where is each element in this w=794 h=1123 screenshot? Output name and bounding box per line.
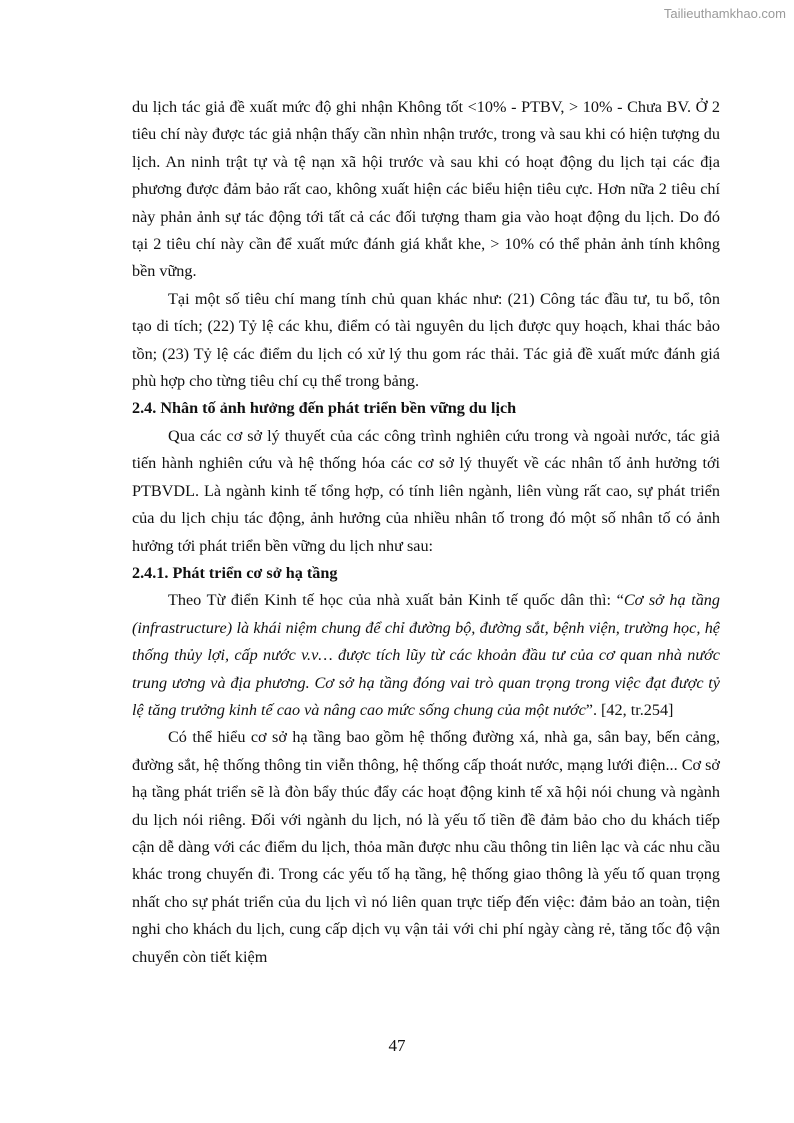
section-heading-2-4-1: 2.4.1. Phát triển cơ sở hạ tầng bbox=[132, 563, 338, 582]
paragraph-2: Tại một số tiêu chí mang tính chủ quan khác như: (21) Công tác đầu tư, tu bổ, tôn tạo di tích; (22) Tỷ lệ các khu, điểm có tài nguyên du lịch được quy hoạch, khai thác bảo tồn; (23) Tỷ lệ các điểm du lịch có xử lý thu gom rác thải. Tác giả đề xuất mức đánh giá phù hợp cho từng tiêu chí cụ thể trong bảng. bbox=[132, 289, 720, 391]
page-body bbox=[132, 94, 720, 971]
paragraph-4 bbox=[132, 587, 720, 724]
quote-citation: ”. [42, tr.254] bbox=[585, 700, 674, 719]
watermark: Tailieuthamkhao.com bbox=[663, 6, 786, 21]
page-number: 47 bbox=[388, 1036, 406, 1055]
section-heading-2-4: 2.4. Nhân tố ảnh hưởng đến phát triển bền vững du lịch bbox=[132, 399, 517, 418]
quote-lead: Theo Từ điển Kinh tế học của nhà xuất bản Kinh tế quốc dân thì: “ bbox=[168, 591, 624, 610]
paragraph-1: du lịch tác giả đề xuất mức độ ghi nhận Không tốt <10% - PTBV, > 10% - Chưa BV. Ở 2 tiêu chí này được tác giả nhận thấy cần nhìn nhận trước, trong và sau khi có hiện tượng du lịch. An ninh trật tự và tệ nạn xã hội trước và sau khi có hoạt động du lịch tại các địa phương được đảm bảo rất cao, không xuất hiện các biểu hiện tiêu cực. Hơn nữa 2 tiêu chí này phản ảnh sự tác động tới tất cả các đối tượng tham gia vào hoạt động du lịch. Do đó tại 2 tiêu chí này cần để xuất mức đánh giá khắt khe, > 10% có thể phản ảnh tính không bền vững. bbox=[132, 98, 720, 281]
paragraph-5: Có thể hiểu cơ sở hạ tầng bao gồm hệ thống đường xá, nhà ga, sân bay, bến cảng, đường sắt, hệ thống thông tin viễn thông, hệ thống cấp thoát nước, mạng lưới điện... Cơ sở hạ tầng phát triển sẽ là đòn bẩy thúc đẩy các hoạt động kinh tế xã hội nói chung và ngành du lịch nói riêng. Đối với ngành du lịch, nó là yếu tố tiền đề đảm bảo cho du khách tiếp cận dễ dàng với các điểm du lịch, thỏa mãn được nhu cầu thông tin liên lạc và các nhu cầu khác trong chuyến đi. Trong các yếu tố hạ tầng, hệ thống giao thông là yếu tố quan trọng nhất cho sự phát triển của du lịch vì nó liên quan trực tiếp đến việc: đảm bảo an toàn, tiện nghi cho khách du lịch, cung cấp dịch vụ vận tải với chi phí ngày càng rẻ, tăng tốc độ vận chuyển còn tiết kiệm bbox=[132, 728, 720, 966]
quote-text: Cơ sở hạ tầng (infrastructure) là khái niệm chung để chỉ đường bộ, đường sắt, bệnh viện, trường học, hệ thống thủy lợi, cấp nước v.v… được tích lũy từ các khoản đầu tư của cơ quan nhà nước trung ương và địa phương. Cơ sở hạ tầng đóng vai trò quan trọng trong việc đạt được tỷ lệ tăng trưởng kinh tế cao và nâng cao mức sống chung của một nước bbox=[132, 591, 720, 719]
paragraph-3: Qua các cơ sở lý thuyết của các công trình nghiên cứu trong và ngoài nước, tác giả tiến hành nghiên cứu và hệ thống hóa các cơ sở lý thuyết về các nhân tố ảnh hưởng tới PTBVDL. Là ngành kinh tế tổng hợp, có tính liên ngành, liên vùng rất cao, sự phát triển của du lịch chịu tác động, ảnh hưởng của nhiều nhân tố trong đó một số nhân tố có ảnh hưởng tới phát triển bền vững du lịch như sau: bbox=[132, 426, 720, 555]
